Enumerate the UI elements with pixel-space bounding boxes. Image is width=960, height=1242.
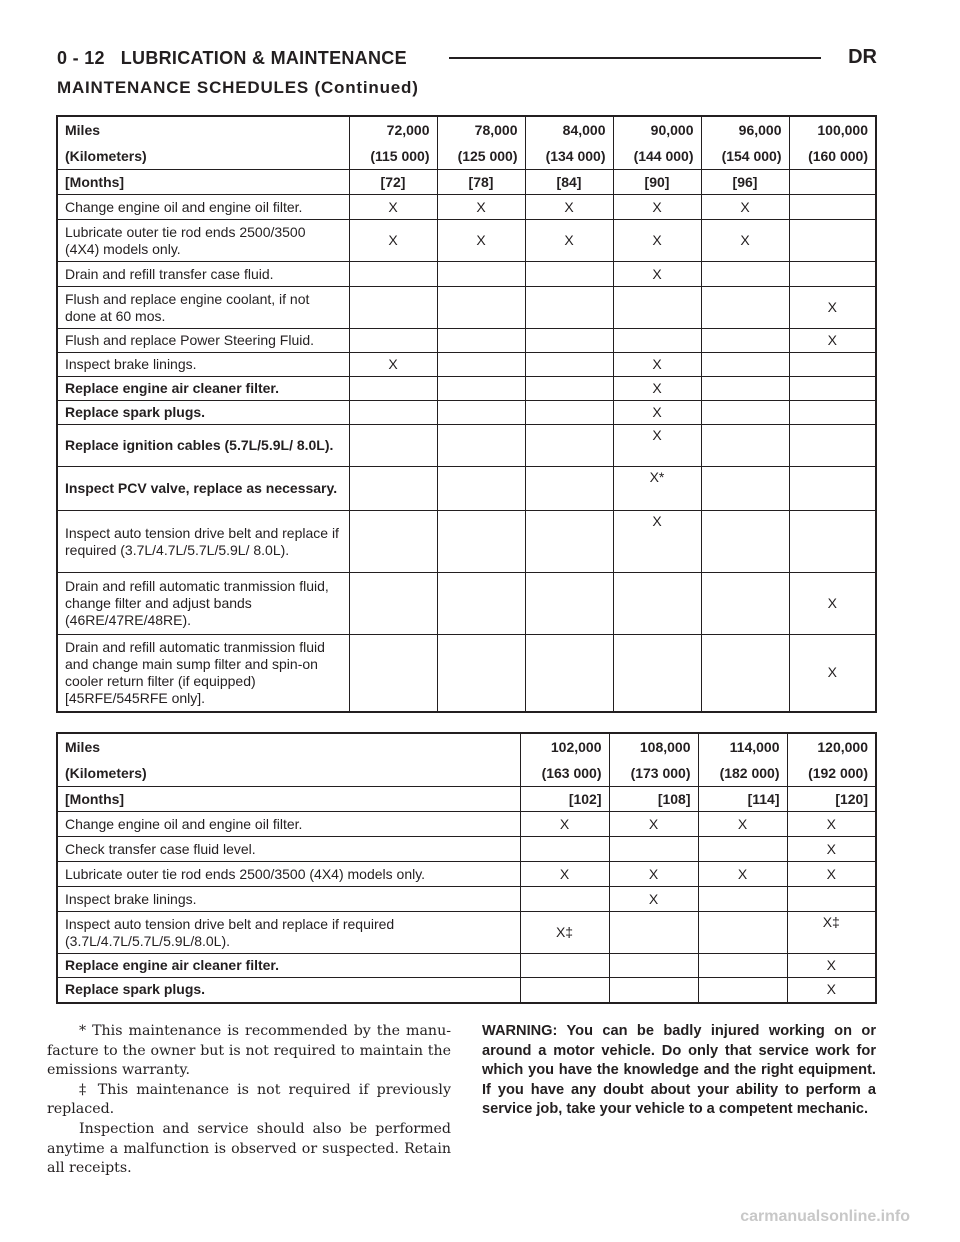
miles-cell: 108,000 [609,733,698,760]
table-row [57,220,876,262]
miles-cell: 96,000 [701,116,789,143]
miles-cell: 102,000 [520,733,609,760]
table-row [57,195,876,220]
miles-cell: 78,000 [437,116,525,143]
mark-cell [349,511,437,573]
task-label: Replace engine air cleaner filter. [57,954,520,978]
mark-cell [698,954,787,978]
mark-cell: X [701,220,789,262]
mark-cell [525,329,613,353]
mark-cell [349,467,437,511]
mark-cell: X [437,220,525,262]
mark-cell [349,287,437,329]
mark-cell [349,401,437,425]
km-cell: (125 000) [437,143,525,170]
mark-cell [525,635,613,712]
mark-cell [789,425,876,467]
mark-cell [701,377,789,401]
km-cell: (192 000) [787,760,876,787]
mark-cell: X‡ [787,912,876,954]
mark-cell: X [787,978,876,1003]
mark-cell [789,401,876,425]
table-row [57,511,876,573]
mark-cell [609,912,698,954]
task-label: Drain and refill automatic tranmission fluid and change main sump filter and spin-on cooler return filter (if equipped) [45RFE/545RFE only]. [57,635,349,712]
kilometers-row [57,760,876,787]
mark-cell [698,887,787,912]
mark-cell [437,262,525,287]
table-row [57,954,876,978]
mark-cell [609,978,698,1003]
header-rule [449,57,821,59]
months-cell: [102] [520,787,609,812]
mark-cell [437,329,525,353]
footnote-inspection: Inspection and service should also be performed anytime a malfunction is observed or suspected. Retain all receipts. [47,1120,451,1177]
task-label: Replace ignition cables (5.7L/5.9L/ 8.0L). [57,425,349,467]
mark-cell [789,220,876,262]
months-cell: [96] [701,170,789,195]
mark-cell [701,467,789,511]
mark-cell: X [525,220,613,262]
mark-cell [789,467,876,511]
mark-cell [701,635,789,712]
mark-cell [437,467,525,511]
mark-cell [525,401,613,425]
miles-cell: 72,000 [349,116,437,143]
mark-cell: X [789,635,876,712]
km-label: (Kilometers) [57,760,520,787]
mark-cell: X [349,195,437,220]
km-cell: (144 000) [613,143,701,170]
table-row [57,978,876,1003]
mark-cell: X [525,195,613,220]
mark-cell: X [613,220,701,262]
mark-cell [789,377,876,401]
mark-cell [437,287,525,329]
mark-cell [613,635,701,712]
months-row [57,787,876,812]
mark-cell [701,573,789,635]
miles-label: Miles [57,116,349,143]
mark-cell [613,329,701,353]
task-label: Inspect brake linings. [57,353,349,377]
mark-cell: X [787,812,876,837]
mark-cell: X [609,887,698,912]
task-label: Drain and refill transfer case fluid. [57,262,349,287]
mark-cell: X [613,511,701,573]
km-cell: (154 000) [701,143,789,170]
mark-cell: X [789,573,876,635]
km-cell: (182 000) [698,760,787,787]
table-row [57,287,876,329]
mark-cell [349,262,437,287]
mark-cell [701,329,789,353]
miles-cell: 100,000 [789,116,876,143]
task-label: Inspect PCV valve, replace as necessary. [57,467,349,511]
mark-cell: X [698,812,787,837]
mark-cell: X [787,862,876,887]
mark-cell: X [789,287,876,329]
table-row [57,912,876,954]
mark-cell: X [613,353,701,377]
mark-cell [698,978,787,1003]
mark-cell [437,425,525,467]
footnotes [47,1022,451,1179]
section-title: MAINTENANCE SCHEDULES (Continued) [57,78,419,97]
mark-cell [437,401,525,425]
mark-cell [789,195,876,220]
months-cell: [78] [437,170,525,195]
km-cell: (115 000) [349,143,437,170]
page-header [57,44,877,74]
footnote-double-dagger: ‡ This maintenance is not required if previously replaced. [47,1081,451,1118]
mark-cell [698,912,787,954]
mark-cell [701,262,789,287]
mark-cell: X [437,195,525,220]
months-cell [789,170,876,195]
mark-cell [520,954,609,978]
table-row [57,353,876,377]
model-code: DR [848,46,877,68]
mark-cell [525,287,613,329]
mark-cell [789,262,876,287]
warning-text: WARNING: You can be badly injured working on or around a motor vehicle. Do only that service work for which you have the knowledge and the right equipment. If you have any doubt about your ability to perform a service job, take your vehicle to a competent mechanic. [482,1023,876,1118]
mark-cell [437,353,525,377]
mark-cell [613,287,701,329]
km-cell: (173 000) [609,760,698,787]
mark-cell [613,573,701,635]
mark-cell [701,425,789,467]
months-label: [Months] [57,170,349,195]
mark-cell [701,353,789,377]
months-row [57,170,876,195]
miles-cell: 90,000 [613,116,701,143]
km-cell: (134 000) [525,143,613,170]
mark-cell [698,837,787,862]
mark-cell: X [520,812,609,837]
task-label: Lubricate outer tie rod ends 2500/3500 (4X4) models only. [57,862,520,887]
miles-row [57,733,876,760]
table-row [57,262,876,287]
mark-cell [520,837,609,862]
table-row [57,329,876,353]
mark-cell: X [349,220,437,262]
mark-cell: X [787,837,876,862]
mark-cell: X [613,195,701,220]
mark-cell: X [613,401,701,425]
mark-cell: X [609,812,698,837]
mark-cell [701,511,789,573]
months-cell: [84] [525,170,613,195]
mark-cell [609,954,698,978]
mark-cell: X [520,862,609,887]
schedule-table-2 [56,732,877,1004]
mark-cell [349,425,437,467]
mark-cell: X [609,862,698,887]
mark-cell [437,573,525,635]
mark-cell: X [701,195,789,220]
watermark: carmanualsonline.info [740,1208,910,1225]
months-label: [Months] [57,787,520,812]
table-row [57,425,876,467]
mark-cell [525,511,613,573]
task-label: Change engine oil and engine oil filter. [57,195,349,220]
mark-cell: X [349,353,437,377]
table-row [57,573,876,635]
months-cell: [120] [787,787,876,812]
task-label: Inspect auto tension drive belt and replace if required (3.7L/4.7L/5.7L/5.9L/ 8.0L). [57,511,349,573]
mark-cell: X [789,329,876,353]
task-label: Flush and replace Power Steering Fluid. [57,329,349,353]
mark-cell: X* [613,467,701,511]
miles-cell: 84,000 [525,116,613,143]
mark-cell [349,573,437,635]
schedule-table-1 [56,115,877,713]
table-row [57,837,876,862]
mark-cell [437,511,525,573]
table-row [57,887,876,912]
mark-cell [520,887,609,912]
task-label: Lubricate outer tie rod ends 2500/3500 (4X4) models only. [57,220,349,262]
task-label: Replace spark plugs. [57,978,520,1003]
mark-cell [520,978,609,1003]
mark-cell: X [787,954,876,978]
miles-cell: 120,000 [787,733,876,760]
miles-label: Miles [57,733,520,760]
mark-cell [787,887,876,912]
mark-cell [701,287,789,329]
task-label: Check transfer case fluid level. [57,837,520,862]
task-label: Inspect auto tension drive belt and replace if required (3.7L/4.7L/5.7L/5.9L/8.0L). [57,912,520,954]
task-label: Flush and replace engine coolant, if not done at 60 mos. [57,287,349,329]
task-label: Change engine oil and engine oil filter. [57,812,520,837]
mark-cell [789,511,876,573]
mark-cell: X [698,862,787,887]
table-row [57,862,876,887]
km-label: (Kilometers) [57,143,349,170]
mark-cell [525,573,613,635]
km-cell: (160 000) [789,143,876,170]
mark-cell [525,377,613,401]
page-reference: 0 - 12 LUBRICATION & MAINTENANCE [57,48,407,68]
mark-cell [701,401,789,425]
months-cell: [90] [613,170,701,195]
mark-cell [437,377,525,401]
footnote-asterisk: * This maintenance is recommended by the manu- facture to the owner but is not required to maintain the emissions warranty. [47,1023,451,1079]
km-cell: (163 000) [520,760,609,787]
months-cell: [108] [609,787,698,812]
mark-cell [525,353,613,377]
miles-row [57,116,876,143]
mark-cell [609,837,698,862]
mark-cell [789,353,876,377]
table-row [57,812,876,837]
task-label: Replace engine air cleaner filter. [57,377,349,401]
mark-cell [349,377,437,401]
mark-cell: X [613,425,701,467]
mark-cell [349,329,437,353]
mark-cell [437,635,525,712]
months-cell: [72] [349,170,437,195]
mark-cell: X‡ [520,912,609,954]
task-label: Drain and refill automatic tranmission fluid, change filter and adjust bands (46RE/47RE/48RE). [57,573,349,635]
table-row [57,635,876,712]
table-row [57,401,876,425]
months-cell: [114] [698,787,787,812]
mark-cell [525,467,613,511]
mark-cell: X [613,262,701,287]
task-label: Inspect brake linings. [57,887,520,912]
table-row [57,377,876,401]
table-row [57,467,876,511]
mark-cell [525,425,613,467]
mark-cell [349,635,437,712]
mark-cell: X [613,377,701,401]
miles-cell: 114,000 [698,733,787,760]
mark-cell [525,262,613,287]
kilometers-row [57,143,876,170]
task-label: Replace spark plugs. [57,401,349,425]
